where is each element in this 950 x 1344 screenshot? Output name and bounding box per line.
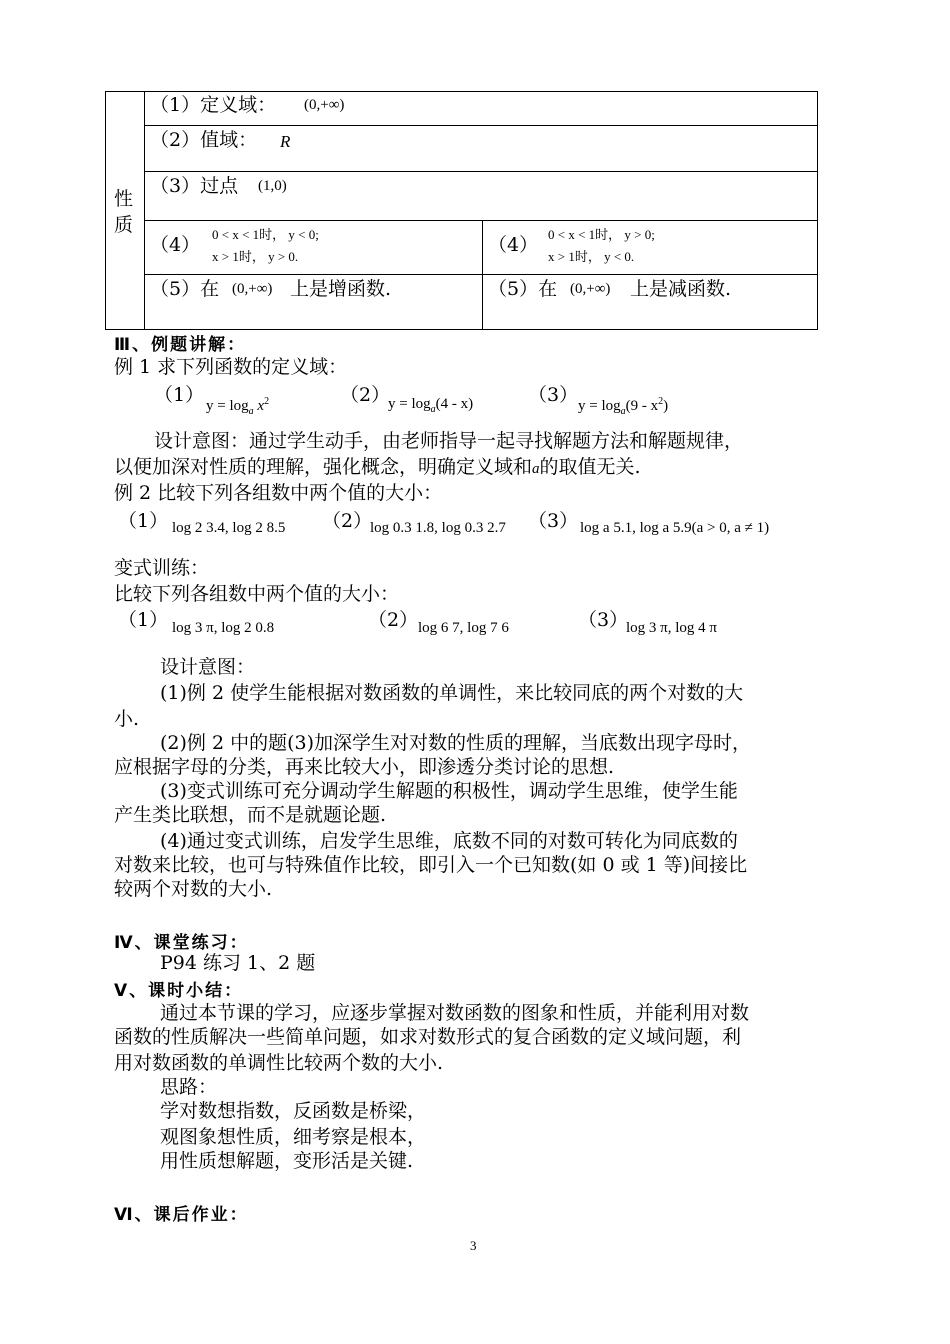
ex1-num3: （3）: [528, 384, 579, 406]
row5-left-c: 上是增函数.: [290, 278, 392, 300]
page-number: 3: [470, 1238, 477, 1253]
ex1-expr3: $y = \log_a(9 - x^2)$: [578, 396, 669, 417]
row4-left-label: （4）: [150, 234, 201, 256]
design2-title: 设计意图：: [160, 656, 256, 678]
ex1-title: 例 1 求下列函数的定义域：: [114, 356, 348, 378]
ex2-expr3: log a 5.1, log a 5.9(a > 0, a ≠ 1): [580, 520, 770, 536]
row1-label: （1）定义域：: [150, 94, 277, 116]
row2-label: （2）值域：: [150, 129, 258, 151]
ex2-num1: （1）: [118, 510, 169, 532]
row5-left-b: (0,+∞): [232, 281, 273, 297]
section6-heading: Ⅵ、课后作业：: [114, 1205, 249, 1225]
row3-value: (1,0): [258, 178, 287, 194]
variant-subtitle: 比较下列各组数中两个值的大小：: [114, 583, 400, 605]
variant-expr3: log 3 π, log 4 π: [626, 620, 717, 636]
section4-text: P94 练习 1、2 题: [160, 952, 316, 974]
design2-p3-line2: 产生类比联想，而不是就题论题.: [114, 804, 387, 826]
row4-right-line2: x > 1时， y < 0.: [548, 249, 635, 264]
design1-line2: 以便加深对性质的理解，强化概念，明确定义域和a的取值无关.: [114, 456, 641, 478]
ex2-num2: （2）: [322, 510, 373, 532]
ex2-title: 例 2 比较下列各组数中两个值的大小：: [114, 482, 443, 504]
row5-right-b: (0,+∞): [570, 281, 611, 297]
row4-left-line1: 0 < x < 1时， y < 0;: [212, 227, 319, 242]
variant-title: 变式训练：: [114, 557, 210, 579]
design2-p1-line2: 小.: [114, 708, 140, 730]
variant-expr1: log 3 π, log 2 0.8: [172, 620, 275, 636]
row5-right-c: 上是减函数.: [630, 278, 732, 300]
design2-p1-line1: (1)例 2 使学生能根据对数函数的单调性，来比较同底的两个对数的大: [160, 682, 744, 704]
row5-left-a: （5）在: [150, 278, 220, 300]
section3-heading: Ⅲ、例题讲解：: [114, 335, 247, 355]
ex2-num3: （3）: [528, 510, 579, 532]
section5-heading: Ⅴ、课时小结：: [114, 981, 244, 1001]
summary-line2: 函数的性质解决一些简单问题，如求对数形式的复合函数的定义域问题，利: [114, 1026, 742, 1048]
summary-line7: 用性质想解题，变形活是关键.: [160, 1150, 414, 1172]
variant-num3: （3）: [578, 609, 629, 631]
design2-p2-line1: (2)例 2 中的题(3)加深学生对对数的性质的理解，当底数出现字母时，: [160, 732, 751, 754]
row5-right-a: （5）在: [488, 278, 558, 300]
section4-heading: Ⅳ、课堂练习：: [114, 933, 249, 953]
summary-line1: 通过本节课的学习，应逐步掌握对数函数的图象和性质，并能利用对数: [160, 1002, 750, 1024]
row4-right-line1: 0 < x < 1时， y > 0;: [548, 227, 655, 242]
row2-value: R: [280, 132, 291, 151]
ex1-num1: （1）: [154, 384, 205, 406]
design2-p3-line1: (3)变式训练可充分调动学生解题的积极性，调动学生思维，使学生能: [160, 780, 738, 802]
row3-label: （3）过点: [150, 175, 239, 197]
design2-p4-line3: 较两个对数的大小.: [114, 878, 273, 900]
variant-expr2: log 6 7, log 7 6: [418, 620, 509, 636]
row4-left-line2: x > 1时， y > 0.: [212, 249, 299, 264]
summary-line4: 思路：: [160, 1076, 218, 1098]
table-side-label: 性 质: [114, 188, 134, 236]
summary-line6: 观图象想性质，细考察是根本，: [160, 1126, 427, 1148]
design2-p2-line2: 应根据字母的分类，再来比较大小，即渗透分类讨论的思想.: [114, 756, 615, 778]
design2-p4-line1: (4)通过变式训练，启发学生思维，底数不同的对数可转化为同底数的: [160, 830, 738, 852]
ex1-num2: （2）: [340, 384, 391, 406]
ex1-expr1: $y = \log_a x^2$: [206, 396, 270, 417]
row4-right-label: （4）: [488, 234, 539, 256]
row1-value: (0,+∞): [304, 97, 345, 113]
ex2-expr2: log 0.3 1.8, log 0.3 2.7: [370, 520, 506, 536]
ex1-expr2: $y = \log_a(4 - x)$: [388, 396, 474, 415]
summary-line3: 用对数函数的单调性比较两个数的大小.: [114, 1052, 444, 1074]
variant-num1: （1）: [118, 609, 169, 631]
variant-num2: （2）: [368, 609, 419, 631]
summary-line5: 学对数想指数，反函数是桥梁，: [160, 1100, 427, 1122]
design2-p4-line2: 对数来比较，也可与特殊值作比较，即引入一个已知数(如 0 或 1 等)间接比: [114, 854, 748, 876]
ex2-expr1: log 2 3.4, log 2 8.5: [172, 520, 286, 536]
design1-line1: 设计意图：通过学生动手，由老师指导一起寻找解题方法和解题规律，: [154, 430, 744, 452]
